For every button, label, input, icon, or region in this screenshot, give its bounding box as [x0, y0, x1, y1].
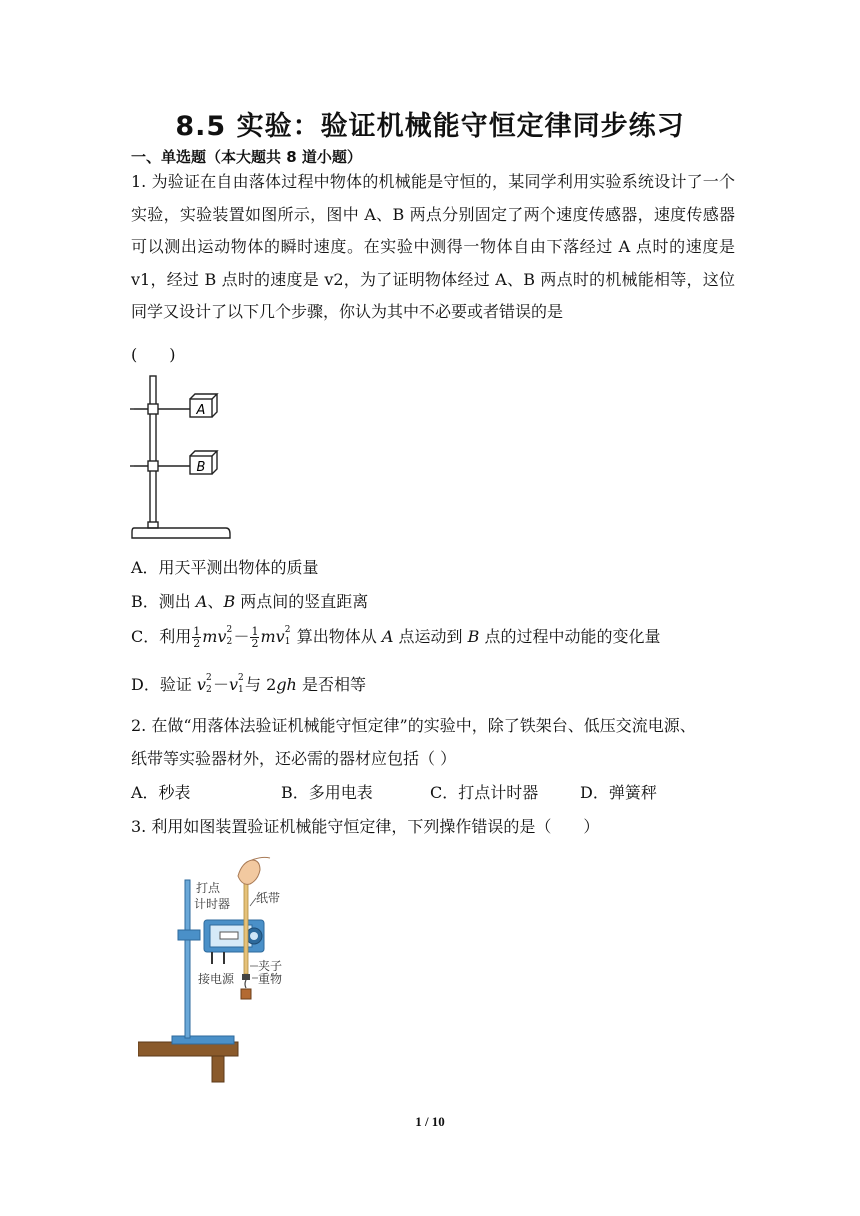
fraction-half: $\frac{1}{2}$ [193, 625, 201, 650]
question-1-text [131, 166, 735, 329]
timer-apparatus-figure [138, 856, 298, 1084]
question-2-line-2: 纸带等实验器材外，还必需的器材应包括（ ） [131, 749, 457, 768]
label-clip: 夹子 [258, 959, 283, 973]
fraction-half: $\frac{1}{2}$ [251, 625, 259, 650]
page-number: 1 / 10 [415, 1114, 445, 1129]
sensor-label-b: B [196, 460, 206, 475]
q2-option-b: B．多用电表 [281, 783, 373, 802]
question-2-line-1: 2. 在做“用落体法验证机械能守恒定律”的实验中，除了铁架台、低压交流电源、 [131, 716, 696, 735]
label-tape: 纸带 [256, 891, 281, 905]
sensor-label-a: A [196, 403, 206, 418]
q1-option-b: B．测出 A、B 两点间的竖直距离 [131, 592, 369, 611]
label-timer-2: 计时器 [194, 897, 231, 911]
question-1-paren: ( ) [131, 345, 176, 364]
label-weight: 重物 [258, 972, 283, 986]
q2-option-d: D．弹簧秤 [580, 783, 657, 802]
question-1-body: 1. 为验证在自由落体过程中物体的机械能是守恒的，某同学利用实验系统设计了一个实验，实验装置如图所示，图中 A、B 两点分别固定了两个速度传感器，速度传感器可以测出运动物体的瞬时速度。在实验中测得一物体自由下落经过 A 点时的速度是 v1，经过 B 点时的速度是 v2，为了证明物体经过 A、B 两点时的机械能相等，这位同学又设计了以下几个步骤，你认为其中不必要或者错误的是 [131, 172, 735, 321]
q2-option-c: C．打点计时器 [430, 783, 539, 802]
question-3-text: 3. 利用如图装置验证机械能守恒定律，下列操作错误的是（ ） [131, 817, 600, 836]
q1-option-a: A．用天平测出物体的质量 [131, 558, 319, 577]
section-heading: 一、单选题（本大题共 8 道小题） [131, 148, 362, 166]
page-title: 8.5 实验：验证机械能守恒定律同步练习 [175, 111, 685, 142]
q1-option-d: D．验证 v 2 2 －v 2 1 与 2gh 是否相等 [131, 672, 366, 695]
sensor-stand-figure [130, 372, 234, 542]
label-timer-1: 打点 [196, 881, 221, 895]
q2-option-a: A．秒表 [131, 783, 191, 802]
label-power: 接电源 [198, 972, 235, 986]
q1-option-c: C．利用 $\frac{1}{2}$ mv 2 2 － $\frac{1}{2}$ mv 2 1 算出物体从 A 点运动到 B 点的过程中动能的变化量 [131, 624, 661, 650]
